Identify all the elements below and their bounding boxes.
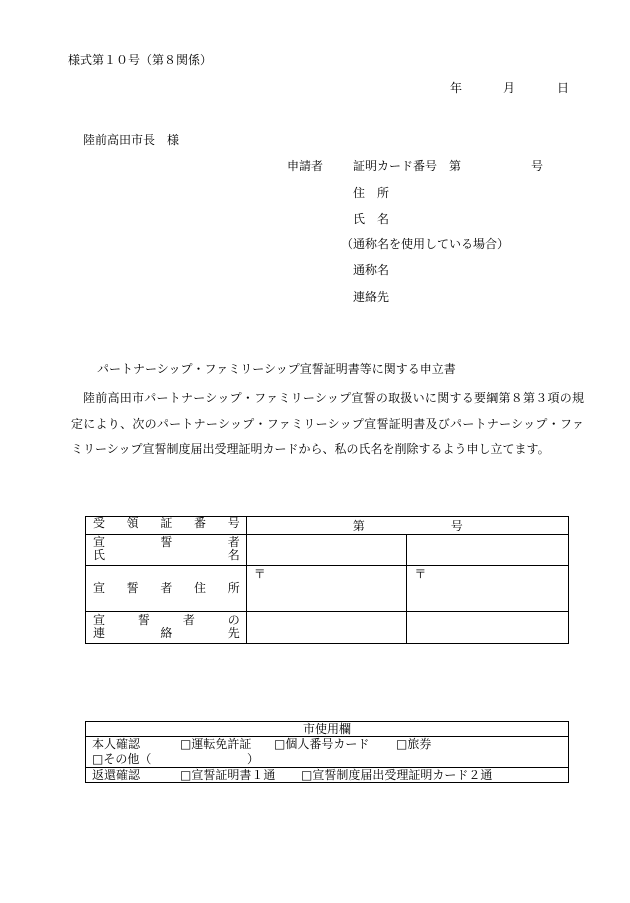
postal-mark-1: 〒 xyxy=(253,567,266,581)
form-number: 様式第１０号（第８関係） xyxy=(68,53,213,67)
contact-label: 連絡先 xyxy=(353,290,390,304)
option-oath-certificate[interactable]: □宣誓証明書１通 xyxy=(180,768,276,782)
oath-name-label-2: 氏 名 xyxy=(93,548,240,562)
oath-contact-label-2: 連 絡 先 xyxy=(93,626,240,640)
alias-label: 通称名 xyxy=(353,263,390,277)
oath-name-1[interactable] xyxy=(246,535,407,566)
oath-contact-1[interactable] xyxy=(246,612,407,644)
date-year: 年 xyxy=(450,81,463,95)
alias-note: （通称名を使用している場合） xyxy=(341,237,510,251)
address-label: 住 所 xyxy=(353,186,390,200)
option-drivers-license[interactable]: □運転免許証 xyxy=(180,737,252,751)
date-day: 日 xyxy=(557,81,570,95)
option-other[interactable]: □その他（ xyxy=(92,751,152,766)
oath-address-1[interactable] xyxy=(246,566,407,612)
date-month: 月 xyxy=(503,81,516,95)
city-use-header: 市使用欄 xyxy=(86,722,569,737)
oath-name-2[interactable] xyxy=(407,535,569,566)
card-number-suffix: 号 xyxy=(531,159,544,173)
number-prefix: 第 xyxy=(352,519,365,533)
option-passport[interactable]: □旅券 xyxy=(396,737,432,751)
oath-address-label: 宣 誓 者 住 所 xyxy=(93,581,240,595)
oath-contact-label-1: 宣 誓 者 の xyxy=(93,613,240,627)
city-use-table xyxy=(85,721,569,783)
oath-address-2[interactable] xyxy=(407,566,569,612)
option-oath-card[interactable]: □宣誓制度届出受理証明カード２通 xyxy=(301,768,493,782)
identity-label: 本人確認 xyxy=(92,737,141,751)
option-other-close: ） xyxy=(247,751,260,766)
body-text: 陸前高田市パートナーシップ・ファミリーシップ宣誓の取扱いに関する要綱第８第３項の規定により、次のパートナーシップ・ファミリーシップ宣誓証明書及びパートナーシップ・ファミリーシップ宣誓制度届出受理証明カードから、私の氏名を削除するよう申し立てます。 xyxy=(71,391,584,456)
name-label: 氏 名 xyxy=(353,212,390,226)
postal-mark-2: 〒 xyxy=(414,567,427,581)
oath-name-label-1: 宣 誓 者 xyxy=(93,535,240,549)
card-number-label: 証明カード番号 第 xyxy=(353,159,462,173)
oath-contact-2[interactable] xyxy=(407,612,569,644)
receipt-number-label: 受 領 証 番 号 xyxy=(93,516,240,530)
receipt-table xyxy=(85,516,569,644)
number-suffix: 号 xyxy=(450,519,463,533)
option-my-number-card[interactable]: □個人番号カード xyxy=(274,737,370,751)
document-title: パートナーシップ・ファミリーシップ宣誓証明書等に関する申立書 xyxy=(97,362,456,376)
applicant-label: 申請者 xyxy=(287,159,324,173)
addressee: 陸前高田市長 様 xyxy=(83,133,180,147)
return-label: 返還確認 xyxy=(92,768,141,782)
